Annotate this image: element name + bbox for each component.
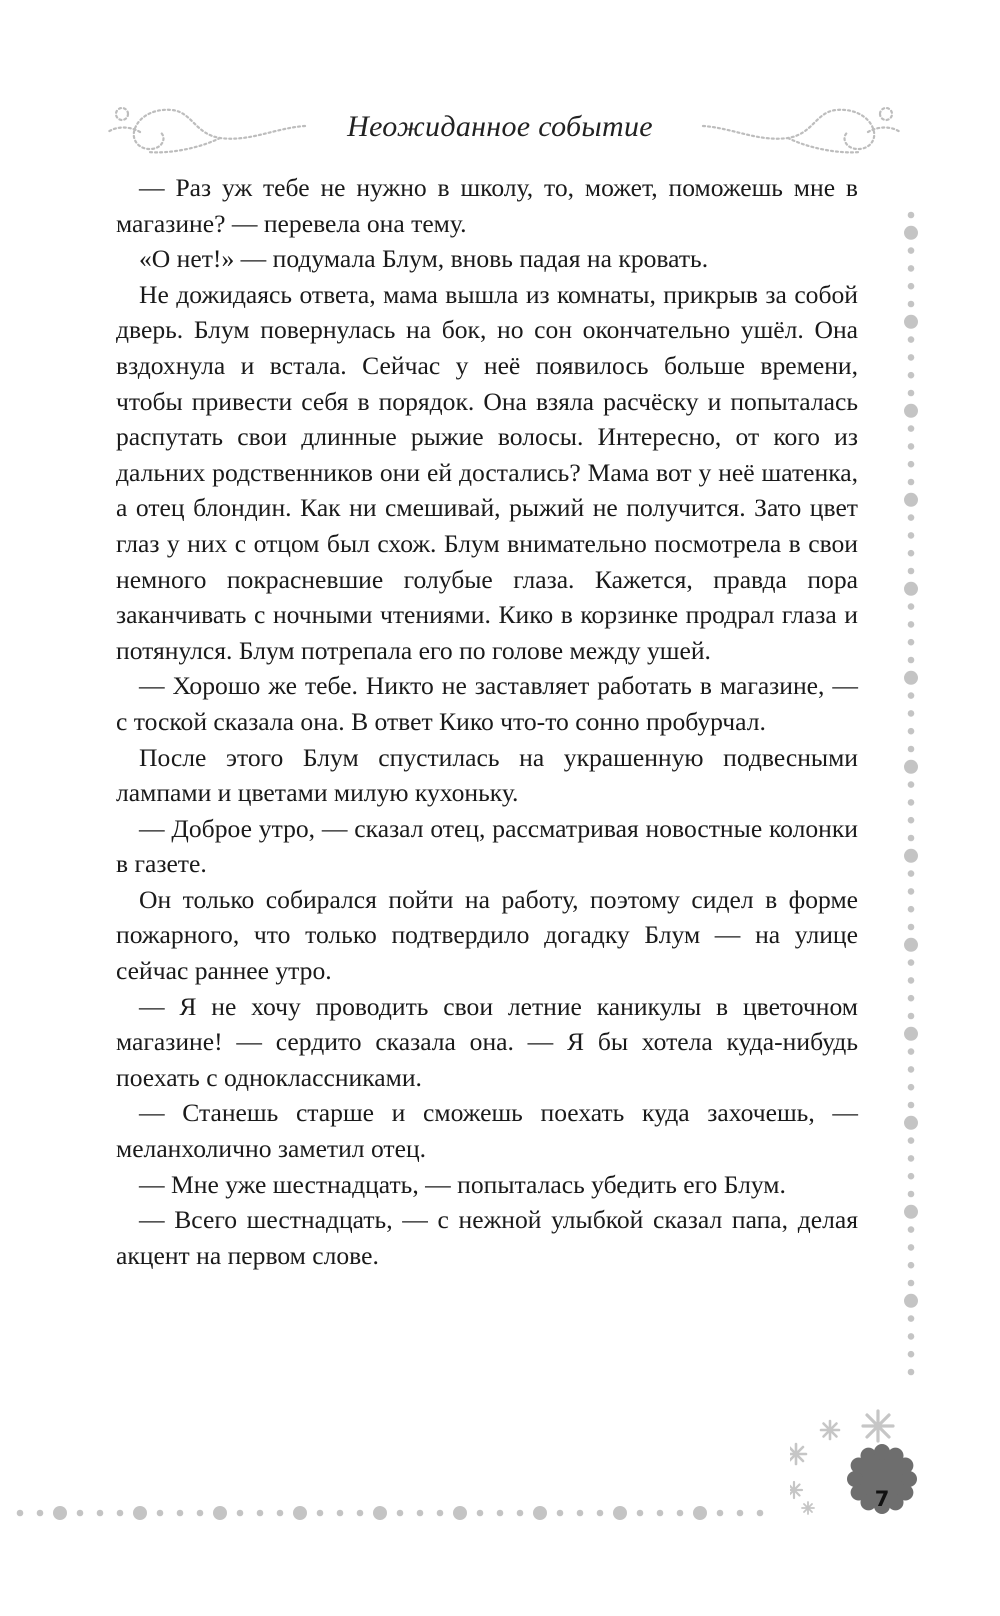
- right-swirl-ornament-icon: [688, 98, 908, 158]
- page-text: [116, 170, 858, 1273]
- paragraph: «О нет!» — подумала Блум, вновь падая на кровать.: [139, 244, 709, 274]
- paragraph: Он только собирался пойти на работу, поэтому сидел в форме пожарного, что только подтвердило догадку Блум — на улице сейчас раннее утро.: [116, 884, 858, 986]
- paragraph: — Раз уж тебе не нужно в школу, то, может, поможешь мне в магазине? — перевела она тему.: [116, 173, 858, 238]
- running-title: Неожиданное событие: [347, 110, 653, 143]
- paragraph: Не дожидаясь ответа, мама вышла из комнаты, прикрыв за собой дверь. Блум повернулась на бок, но сон окончательно ушёл. Она вздохнула и встала. Сейчас у неё появилось больше времени, чтобы привести себя в порядок. Она взяла расчёску и попыталась распутать свои длинные рыжие волосы. Интересно, от кого из дальних родственников они ей достались? Мама вот у неё шатенка, а отец блондин. Как ни смешивай, рыжий не получится. Зато цвет глаз у них с отцом был схож. Блум внимательно посмотрела в свои немного покрасневшие голубые глаза. Кажется, правда пора заканчивать с ночными чтениями. Кико в корзинке продрал глаза и потянулся. Блум потрепала его по голове между ушей.: [116, 279, 858, 665]
- paragraph: — Доброе утро, — сказал отец, рассматривая новостные колонки в газете.: [116, 813, 858, 879]
- paragraph: — Станешь старше и сможешь поехать куда захочешь, — меланхолично заметил отец.: [116, 1098, 858, 1164]
- paragraph: После этого Блум спустилась на украшенную подвесными лампами и цветами милую кухоньку.: [116, 742, 858, 808]
- paragraph: — Хорошо же тебе. Никто не заставляет работать в магазине, — с тоской сказала она. В ответ Кико что-то сонно пробурчал.: [116, 671, 858, 736]
- paragraph: — Я не хочу проводить свои летние каникулы в цветочном магазине! — сердито сказала она. — Я бы хотела куда-нибудь поехать с одноклассниками.: [116, 991, 858, 1092]
- right-dotted-border-icon: [896, 205, 926, 1385]
- page-number: 7: [874, 1487, 890, 1511]
- running-header: [0, 98, 1000, 158]
- paragraph: — Всего шестнадцать, — с нежной улыбкой сказал папа, делая акцент на первом слове.: [116, 1205, 858, 1270]
- paragraph: — Мне уже шестнадцать, — попыталась убедить его Блум.: [139, 1169, 786, 1199]
- bottom-dotted-border-icon: [0, 1498, 780, 1528]
